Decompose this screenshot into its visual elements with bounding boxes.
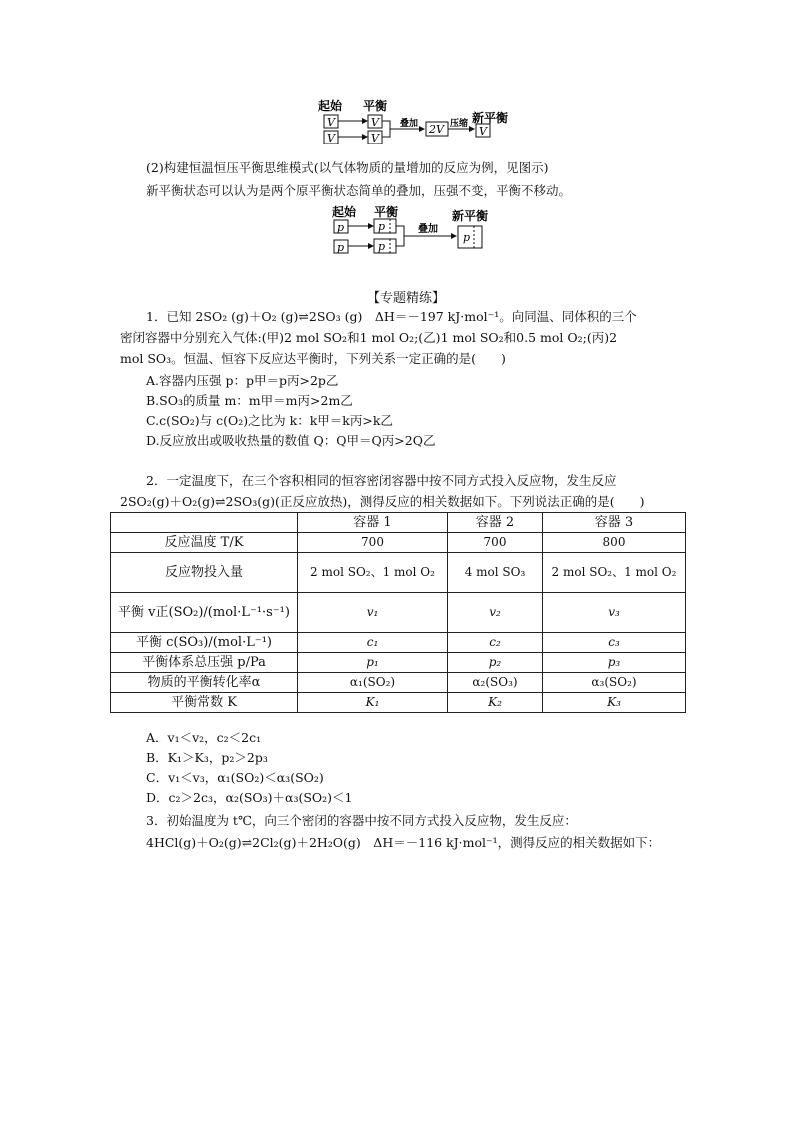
table-cell: 700	[448, 533, 543, 553]
table-cell: p₁	[298, 653, 448, 673]
q2-option-c: C．v₁＜v₃，α₁(SO₂)＜α₃(SO₂)	[146, 770, 324, 785]
d2-new-eq-label: 新平衡	[452, 209, 489, 223]
d2-box-p5: p	[463, 231, 471, 244]
d1-box-v4: V	[371, 132, 379, 144]
table-header-cell: 容器 2	[448, 513, 543, 533]
data-table	[110, 512, 686, 713]
q3-line-1: 3．初始温度为 t℃，向三个密闭的容器中按不同方式投入反应物，发生反应：	[146, 813, 577, 828]
d2-box-p2: p	[337, 241, 345, 254]
d1-compress-label: 压缩	[450, 119, 469, 129]
table-cell: α₂(SO₃)	[448, 673, 543, 693]
q1-line-2: 密闭容器中分别充入气体:(甲)2 mol SO₂和1 mol O₂;(乙)1 mol SO₂和0.5 mol O₂;(丙)2	[120, 330, 618, 345]
q1-line-1: 1．已知 2SO₂ (g)＋O₂ (g)⇌2SO₃ (g) ΔH＝－197 kJ·mol⁻¹。向同温、同体积的三个	[146, 309, 637, 324]
d1-eq-label: 平衡	[363, 99, 388, 113]
table-header-cell: 容器 3	[543, 513, 686, 533]
intro-line-1: (2)构建恒温恒压平衡思维模式(以气体物质的量增加的反应为例，见图示)	[146, 160, 549, 175]
table-cell: K₁	[298, 693, 448, 713]
table-cell: v₁	[298, 593, 448, 633]
d2-start-label: 起始	[332, 205, 357, 219]
d1-box-v1: V	[327, 116, 335, 129]
q2-option-b: B．K₁＞K₃，p₂＞2p₃	[146, 750, 268, 765]
q2-line-1: 2．一定温度下，在三个容积相同的恒容密闭容器中按不同方式投入反应物，发生反应	[146, 473, 617, 488]
d1-start-label: 起始	[318, 99, 343, 113]
table-row	[111, 593, 686, 633]
table-cell: α₃(SO₂)	[543, 673, 686, 693]
d2-eq-label: 平衡	[374, 205, 399, 219]
d2-box-p4: p	[378, 240, 386, 253]
table-cell: 平衡 c(SO₃)/(mol·L⁻¹)	[111, 633, 298, 653]
q1-option-a: A.容器内压强 p：p甲＝p丙>2p乙	[146, 373, 339, 388]
table-cell: c₃	[543, 633, 686, 653]
table-cell: 2 mol SO₂、1 mol O₂	[543, 553, 686, 593]
q3-line-2: 4HCl(g)＋O₂(g)⇌2Cl₂(g)＋2H₂O(g) ΔH＝－116 kJ·mol⁻¹，测得反应的相关数据如下：	[146, 835, 661, 850]
table-header-cell	[111, 513, 298, 533]
table-row	[111, 653, 686, 673]
d1-box-v3: V	[371, 116, 379, 129]
table-cell: 平衡常数 K	[111, 693, 298, 713]
diagram-constant-pressure	[326, 204, 496, 260]
table-cell: v₂	[448, 593, 543, 633]
intro-line-2: 新平衡状态可以认为是两个原平衡状态简单的叠加，压强不变，平衡不移动。	[146, 183, 572, 198]
table-cell: 反应物投入量	[111, 553, 298, 593]
table-cell: 反应温度 T/K	[111, 533, 298, 553]
q1-option-b: B.SO₃的质量 m：m甲＝m丙>2m乙	[146, 393, 353, 408]
q1-option-c: C.c(SO₂)与 c(O₂)之比为 k：k甲＝k丙>k乙	[146, 413, 393, 428]
table-header-row	[111, 513, 686, 533]
table-cell: 平衡 v正(SO₂)/(mol·L⁻¹·s⁻¹)	[111, 593, 298, 633]
d2-box-p1: p	[337, 221, 345, 234]
diagram-constant-volume	[310, 98, 530, 144]
d1-stack-label: 叠加	[400, 119, 419, 129]
table-row	[111, 533, 686, 553]
table-cell: 物质的平衡转化率α	[111, 673, 298, 693]
table-cell: 平衡体系总压强 p/Pa	[111, 653, 298, 673]
table-cell: K₃	[543, 693, 686, 713]
section-title: 【专题精练】	[367, 291, 446, 306]
table-row	[111, 673, 686, 693]
table-cell: 700	[298, 533, 448, 553]
table-cell: 800	[543, 533, 686, 553]
table-cell: p₂	[448, 653, 543, 673]
table-cell: α₁(SO₂)	[298, 673, 448, 693]
d1-box-v5: V	[479, 125, 487, 138]
table-cell: v₃	[543, 593, 686, 633]
q2-option-a: A．v₁＜v₂，c₂＜2c₁	[146, 730, 262, 745]
q2-option-d: D．c₂＞2c₃，α₂(SO₃)＋α₃(SO₂)＜1	[146, 790, 353, 805]
table-row	[111, 553, 686, 593]
q2-line-2: 2SO₂(g)＋O₂(g)⇌2SO₃(g)(正反应放热)，测得反应的相关数据如下。下列说法正确的是( )	[120, 494, 645, 509]
d1-box-v2: V	[327, 132, 335, 144]
d2-stack-label: 叠加	[418, 224, 438, 235]
q1-line-3: mol SO₃。恒温、恒容下反应达平衡时，下列关系一定正确的是( )	[120, 351, 506, 366]
table-cell: 2 mol SO₂、1 mol O₂	[298, 553, 448, 593]
table-cell: K₂	[448, 693, 543, 713]
table-row	[111, 693, 686, 713]
d1-new-eq-label: 新平衡	[472, 111, 509, 125]
table-cell: 4 mol SO₃	[448, 553, 543, 593]
table-header-cell: 容器 1	[298, 513, 448, 533]
table-row	[111, 633, 686, 653]
d2-box-p3: p	[378, 220, 386, 233]
table-cell: p₃	[543, 653, 686, 673]
q1-option-d: D.反应放出或吸收热量的数值 Q：Q甲＝Q丙>2Q乙	[146, 433, 436, 448]
d1-box-2v: 2V	[429, 123, 444, 136]
table-cell: c₁	[298, 633, 448, 653]
table-cell: c₂	[448, 633, 543, 653]
